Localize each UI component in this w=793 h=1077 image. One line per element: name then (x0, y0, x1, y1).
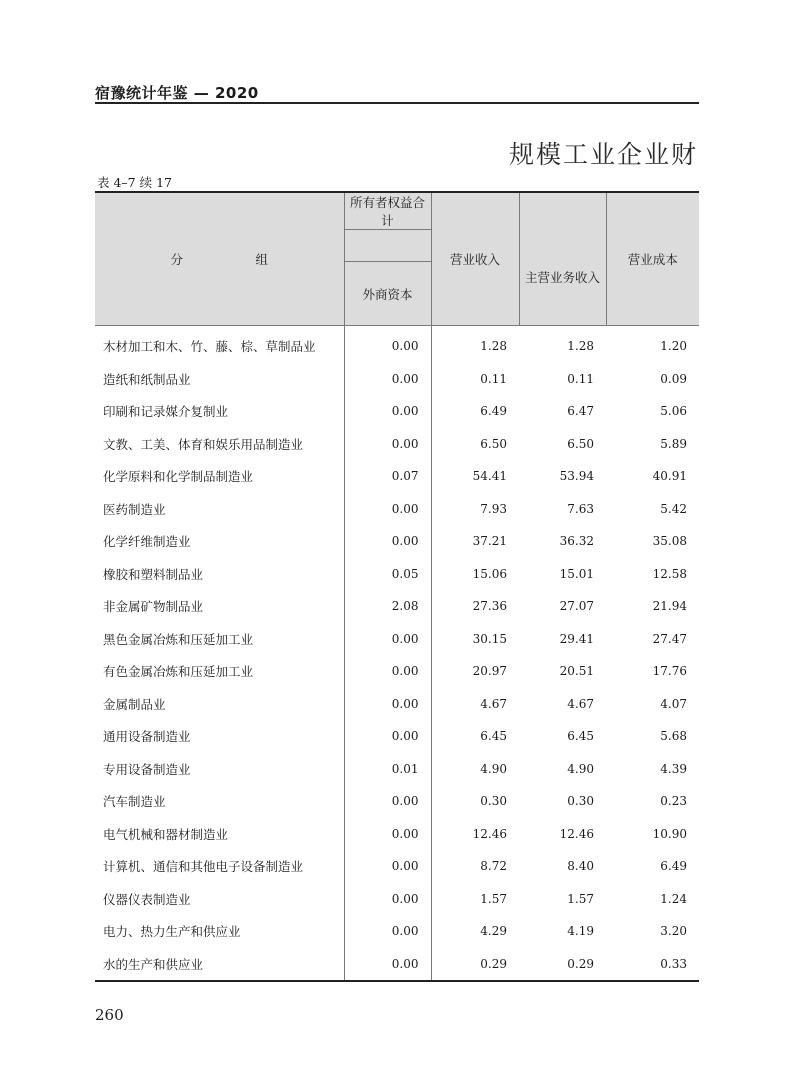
industry-name-cell: 化学原料和化学制品制造业 (103, 469, 254, 485)
operating-revenue-header: 营业收入 (431, 192, 519, 326)
industry-name-cell: 汽车制造业 (103, 794, 166, 810)
table-row (95, 623, 699, 656)
table-row (95, 460, 699, 493)
owners-equity-total-header: 所有者权益合计 (344, 192, 431, 230)
table-row (95, 590, 699, 623)
foreign-capital-cell: 0.00 (344, 948, 431, 982)
table-row (95, 428, 699, 461)
main-business-revenue-cell: 8.40 (567, 859, 594, 874)
industry-name-cell: 专用设备制造业 (103, 761, 191, 777)
operating-cost-cell: 5.68 (660, 729, 687, 744)
table-row (95, 525, 699, 558)
foreign-capital-cell: 0.01 (344, 753, 431, 786)
operating-cost-cell: 6.49 (660, 859, 687, 874)
operating-revenue-cell: 0.29 (480, 956, 507, 971)
page-number: 260 (95, 1006, 124, 1024)
foreign-capital-cell: 0.00 (344, 395, 431, 428)
section-title: 规模工业企业财 (508, 140, 698, 169)
foreign-capital-cell: 0.05 (344, 558, 431, 591)
operating-cost-cell: 21.94 (652, 599, 687, 614)
table-row (95, 395, 699, 428)
main-business-revenue-cell: 1.28 (567, 339, 594, 354)
main-business-revenue-cell: 53.94 (559, 469, 594, 484)
operating-cost-cell: 5.06 (660, 404, 687, 419)
operating-revenue-cell: 27.36 (472, 599, 507, 614)
running-head: 宿豫统计年鉴 — 2020 (95, 84, 259, 102)
industry-name-cell: 电力、热力生产和供应业 (103, 924, 241, 940)
operating-revenue-cell: 30.15 (472, 631, 507, 646)
industry-name-cell: 造纸和纸制品业 (103, 371, 191, 387)
industry-name-cell: 电气机械和器材制造业 (103, 826, 229, 842)
table-label: 表 4–7 续 17 (97, 175, 172, 190)
main-business-revenue-cell: 29.41 (559, 631, 594, 646)
main-business-revenue-cell: 20.51 (559, 664, 594, 679)
table-row (95, 753, 699, 786)
main-business-revenue-cell: 4.67 (567, 696, 594, 711)
header-blank-cell (344, 230, 431, 262)
foreign-capital-cell: 0.00 (344, 428, 431, 461)
table-body (95, 326, 699, 982)
operating-cost-cell: 1.24 (660, 891, 687, 906)
industry-name-cell: 计算机、通信和其他电子设备制造业 (103, 859, 304, 875)
operating-cost-cell: 10.90 (652, 826, 687, 841)
operating-revenue-cell: 4.90 (480, 761, 507, 776)
foreign-capital-cell: 2.08 (344, 590, 431, 623)
group-header: 分 组 (95, 192, 344, 326)
foreign-capital-cell: 0.00 (344, 818, 431, 851)
operating-cost-cell: 12.58 (652, 566, 687, 581)
operating-revenue-cell: 0.11 (480, 371, 507, 386)
industry-name-cell: 仪器仪表制造业 (103, 891, 191, 907)
operating-revenue-cell: 0.30 (480, 794, 507, 809)
main-business-revenue-header: 主营业务收入 (519, 230, 606, 326)
table-row (95, 883, 699, 916)
table-row (95, 655, 699, 688)
operating-cost-cell: 1.20 (660, 339, 687, 354)
operating-revenue-cell: 12.46 (472, 826, 507, 841)
foreign-capital-cell: 0.00 (344, 525, 431, 558)
operating-revenue-cell: 6.45 (480, 729, 507, 744)
table-row (95, 493, 699, 526)
operating-cost-cell: 27.47 (652, 631, 687, 646)
operating-cost-cell: 40.91 (652, 469, 687, 484)
industry-name-cell: 水的生产和供应业 (103, 956, 204, 972)
operating-cost-cell: 5.42 (660, 501, 687, 516)
operating-revenue-cell: 4.67 (480, 696, 507, 711)
main-business-revenue-cell: 6.47 (567, 404, 594, 419)
foreign-capital-cell: 0.00 (344, 363, 431, 396)
industry-name-cell: 橡胶和塑料制品业 (103, 566, 204, 582)
foreign-capital-cell: 0.00 (344, 785, 431, 818)
operating-cost-cell: 3.20 (660, 924, 687, 939)
operating-revenue-cell: 37.21 (472, 534, 507, 549)
foreign-capital-cell: 0.00 (344, 883, 431, 916)
industry-name-cell: 化学纤维制造业 (103, 534, 191, 550)
main-business-revenue-cell: 27.07 (559, 599, 594, 614)
operating-cost-cell: 4.39 (660, 761, 687, 776)
main-business-revenue-cell: 7.63 (567, 501, 594, 516)
operating-revenue-cell: 20.97 (472, 664, 507, 679)
operating-revenue-cell: 1.28 (480, 339, 507, 354)
foreign-capital-cell: 0.00 (344, 326, 431, 363)
operating-cost-cell: 0.23 (660, 794, 687, 809)
foreign-capital-cell: 0.00 (344, 623, 431, 656)
header-rule (95, 102, 699, 104)
table-header (95, 192, 699, 326)
main-business-revenue-cell: 0.29 (567, 956, 594, 971)
table-row (95, 915, 699, 948)
table-row (95, 850, 699, 883)
operating-revenue-cell: 6.50 (480, 436, 507, 451)
table-row (95, 326, 699, 363)
operating-revenue-cell: 4.29 (480, 924, 507, 939)
operating-cost-cell: 17.76 (652, 664, 687, 679)
industry-name-cell: 金属制品业 (103, 696, 166, 712)
industry-name-cell: 医药制造业 (103, 501, 166, 517)
operating-revenue-cell: 54.41 (472, 469, 507, 484)
industry-name-cell: 非金属矿物制品业 (103, 599, 204, 615)
foreign-capital-cell: 0.00 (344, 850, 431, 883)
operating-cost-header: 营业成本 (606, 192, 699, 326)
operating-cost-cell: 5.89 (660, 436, 687, 451)
industry-name-cell: 有色金属冶炼和压延加工业 (103, 664, 254, 680)
table-row (95, 948, 699, 982)
industry-name-cell: 文教、工美、体育和娱乐用品制造业 (103, 436, 304, 452)
foreign-capital-cell: 0.00 (344, 915, 431, 948)
operating-cost-cell: 35.08 (652, 534, 687, 549)
table-row (95, 363, 699, 396)
table-row (95, 688, 699, 721)
foreign-capital-cell: 0.00 (344, 655, 431, 688)
operating-revenue-cell: 15.06 (472, 566, 507, 581)
main-business-revenue-cell: 36.32 (559, 534, 594, 549)
main-business-revenue-cell: 15.01 (559, 566, 594, 581)
foreign-capital-header: 外商资本 (344, 262, 431, 326)
operating-revenue-cell: 6.49 (480, 404, 507, 419)
main-business-revenue-cell: 0.11 (567, 371, 594, 386)
main-business-revenue-cell: 1.57 (567, 891, 594, 906)
industry-name-cell: 通用设备制造业 (103, 729, 191, 745)
operating-revenue-cell: 1.57 (480, 891, 507, 906)
statistics-table (95, 191, 699, 982)
main-business-revenue-cell: 12.46 (559, 826, 594, 841)
table-row (95, 785, 699, 818)
main-business-revenue-cell: 4.19 (567, 924, 594, 939)
industry-name-cell: 黑色金属冶炼和压延加工业 (103, 631, 254, 647)
foreign-capital-cell: 0.00 (344, 493, 431, 526)
main-business-revenue-cell: 6.45 (567, 729, 594, 744)
table-row (95, 818, 699, 851)
foreign-capital-cell: 0.00 (344, 688, 431, 721)
operating-cost-cell: 4.07 (660, 696, 687, 711)
operating-revenue-cell: 7.93 (480, 501, 507, 516)
foreign-capital-cell: 0.00 (344, 720, 431, 753)
industry-name-cell: 木材加工和木、竹、藤、棕、草制品业 (103, 339, 316, 355)
industry-name-cell: 印刷和记录媒介复制业 (103, 404, 229, 420)
table-row (95, 720, 699, 753)
header-blank-cell (519, 192, 606, 230)
main-business-revenue-cell: 6.50 (567, 436, 594, 451)
main-business-revenue-cell: 0.30 (567, 794, 594, 809)
foreign-capital-cell: 0.07 (344, 460, 431, 493)
table-row (95, 558, 699, 591)
operating-revenue-cell: 8.72 (480, 859, 507, 874)
main-business-revenue-cell: 4.90 (567, 761, 594, 776)
operating-cost-cell: 0.33 (660, 956, 687, 971)
operating-cost-cell: 0.09 (660, 371, 687, 386)
